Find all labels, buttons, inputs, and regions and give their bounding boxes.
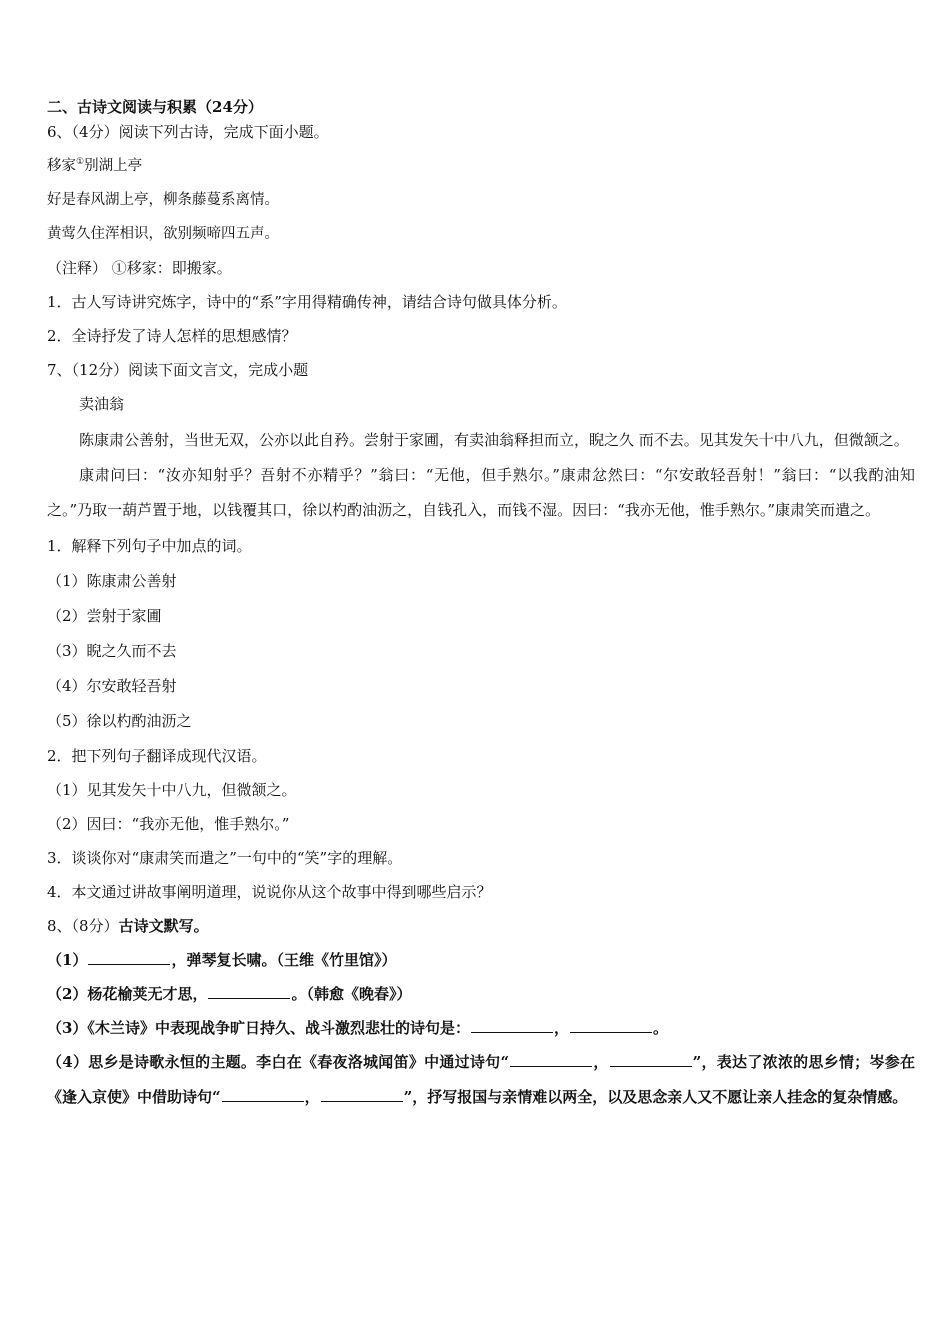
q6-poem-line-1: 好是春风湖上亭，柳条藤蔓系离情。: [47, 192, 279, 208]
q8-item4-blank-2[interactable]: [610, 1052, 692, 1067]
q8-item4-blank-4[interactable]: [321, 1087, 403, 1102]
q8-header-title: 古诗文默写。: [118, 917, 209, 935]
q8-header: [47, 915, 915, 937]
q7-sub-question-2: 2．把下列句子翻译成现代汉语。: [47, 747, 267, 765]
q7-header: 7、（12分）阅读下面文言文，完成小题: [47, 361, 309, 379]
q6-annotation: （注释） ①移家：即搬家。: [47, 259, 232, 277]
q8-item1-prefix: （1）: [47, 951, 88, 969]
q8-item4-blank-1[interactable]: [510, 1052, 592, 1067]
q7-paragraph-1: 陈康肃公善射，当世无双，公亦以此自矜。尝射于家圃，有卖油翁释担而立，睨之久 而不去。见其发矢十中八九，但微颔之。: [79, 431, 909, 449]
q6-sub-question-1: 1．古人写诗讲究炼字，诗中的“系”字用得精确传神，请结合诗句做具体分析。: [47, 293, 567, 311]
q8-item4-part-c: ”，表达了浓浓的思乡情；岑参在《逢入京使》中借助诗句“: [47, 1053, 915, 1106]
q7-sub1-item-2: （2）尝射于家圃: [47, 607, 162, 625]
q7-sub2-item-2: （2）因曰：“我亦无他，惟手熟尔。”: [47, 815, 290, 833]
q8-item4-part-e: ”，抒写报国与亲情难以两全，以及思念亲人又不愿让亲人挂念的复杂情感。: [403, 1088, 908, 1106]
q8-item-4: [47, 1045, 915, 1115]
q7-sub-question-4: 4．本文通过讲故事阐明道理，说说你从这个故事中得到哪些启示？: [47, 883, 492, 901]
q8-item3-blank-2[interactable]: [570, 1018, 652, 1033]
q7-sub2-item-1: （1）见其发矢十中八九，但微颔之。: [47, 781, 297, 799]
q7-sub1-item-4: （4）尔安敢轻吾射: [47, 677, 177, 695]
q6-header: 6、（4分）阅读下列古诗，完成下面小题。: [47, 123, 329, 141]
q7-paragraph-2: 康肃问曰：“汝亦知射乎？吾射不亦精乎？”翁曰：“无他，但手熟尔。”康肃忿然曰：“尔安敢轻吾射！”翁曰：“以我酌油知之。”乃取一葫芦置于地，以钱覆其口，徐以杓酌油沥之，自钱孔入，而钱不湿。因曰：“我亦无他，惟手熟尔。”康肃笑而遣之。: [47, 466, 915, 519]
q8-item-1: [47, 949, 915, 971]
q8-item4-part-a: （4）思乡是诗歌永恒的主题。李白在《春夜洛城闻笛》中通过诗句“: [47, 1053, 510, 1071]
q6-sub-question-2: 2．全诗抒发了诗人怎样的思想感情？: [47, 327, 297, 345]
q7-text-title: 卖油翁: [79, 395, 125, 413]
q8-item-3: [47, 1017, 915, 1039]
section-title: 二、古诗文阅读与积累（24分）: [47, 98, 263, 116]
q8-item2-suffix: 。（韩愈《晚春》）: [291, 985, 412, 1003]
q8-item3-blank-1[interactable]: [471, 1018, 553, 1033]
poem-title-footnote-mark: ①: [76, 157, 85, 168]
q8-item4-blank-3[interactable]: [222, 1087, 304, 1102]
q8-item-2: [47, 983, 915, 1005]
q6-poem-title: [47, 155, 915, 177]
q8-item4-part-b: ，: [593, 1053, 609, 1071]
q8-item1-suffix: ，弹琴复长啸。（王维《竹里馆》）: [171, 951, 397, 969]
q8-item3-mid: ，: [553, 1019, 569, 1037]
q7-sub1-item-5: （5）徐以杓酌油沥之: [47, 712, 192, 730]
q8-item1-blank[interactable]: [88, 950, 170, 965]
document-page: [47, 96, 915, 1115]
q7-sub-question-3: 3．谈谈你对“康肃笑而遣之”一句中的“笑”字的理解。: [47, 849, 403, 867]
poem-title-text: 移家: [47, 158, 76, 174]
q8-item2-blank[interactable]: [208, 984, 290, 999]
q8-header-points: 8、（8分）: [47, 917, 119, 935]
q7-sub-question-1: 1．解释下列句子中加点的词。: [47, 537, 252, 555]
poem-title-rest: 别湖上亭: [84, 158, 143, 174]
q8-item2-prefix: （2）杨花榆荚无才思，: [47, 985, 208, 1003]
q6-poem-line-2: 黄莺久住浑相识，欲别频啼四五声。: [47, 226, 279, 242]
q7-sub1-item-1: （1）陈康肃公善射: [47, 572, 177, 590]
q8-item3-prefix: （3）《木兰诗》中表现战争旷日持久、战斗激烈悲壮的诗句是：: [47, 1019, 470, 1037]
q7-sub1-item-3: （3）睨之久而不去: [47, 642, 177, 660]
q8-item3-suffix: 。: [652, 1019, 668, 1037]
q8-item4-part-d: ，: [304, 1088, 320, 1106]
